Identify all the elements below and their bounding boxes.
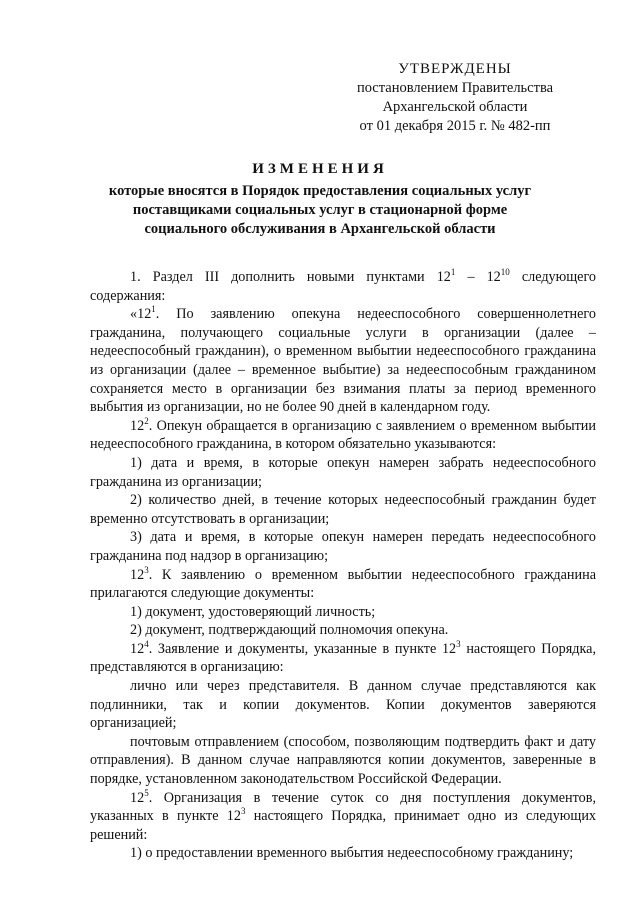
document-body: [90, 268, 596, 863]
paragraph-in-person: лично или через представителя. В данном случае представляются как подлинники, так и копии документов. Копии документов заверяются организацией;: [90, 678, 596, 732]
paragraph-1: [90, 268, 596, 305]
text: . К заявлению о временном выбытии недееспособного гражданина прилагаются следующие документы:: [90, 566, 596, 602]
paragraph-12-3: [90, 566, 596, 603]
title-line-3: социального обслуживания в Архангельской области: [144, 221, 496, 237]
superscript: 3: [144, 564, 149, 575]
title-main: ИЗМЕНЕНИЯ: [252, 161, 388, 177]
text: – 12: [455, 269, 501, 285]
text: 12: [130, 640, 145, 657]
text: 12: [130, 417, 145, 434]
list-item-doc-2: 2) документ, подтверждающий полномочия опекуна.: [130, 622, 449, 639]
text: . Организация в течение суток со дня поступления документов, указанных в пункте 12: [90, 789, 596, 825]
paragraph-12-4: [90, 640, 596, 677]
superscript: 3: [456, 638, 461, 649]
superscript: 10: [500, 267, 510, 277]
superscript: 1: [151, 304, 156, 315]
approval-line-1: постановлением Правительства: [356, 80, 554, 96]
text: «12: [130, 306, 152, 323]
text: . Опекун обращается в организацию с заявлением о временном выбытии недееспособного гражданина, в котором обязательно указываются:: [90, 417, 596, 453]
paragraph-12-2: [90, 417, 596, 454]
text: 12: [130, 789, 145, 806]
text: настоящего Порядка, принимает одно из следующих решений:: [90, 808, 596, 843]
list-item-decision-1: 1) о предоставлении временного выбытия недееспособному гражданину;: [130, 845, 574, 862]
paragraph-12-5: [90, 789, 596, 845]
title-line-2: поставщиками социальных услуг в стационарной форме: [132, 202, 508, 218]
list-item-2: 2) количество дней, в течение которых недееспособный гражданин будет временно отсутствовать в организации;: [90, 492, 596, 527]
list-item-3: 3) дата и время, в которые опекун намерен передать недееспособного гражданина под надзор в организацию;: [90, 529, 596, 564]
superscript: 1: [450, 267, 456, 277]
text: настоящего Порядка, представляются в организацию:: [90, 640, 597, 676]
text: 12: [130, 566, 145, 583]
text: 1. Раздел III дополнить новыми пунктами 12: [130, 269, 451, 285]
list-item-1: 1) дата и время, в которые опекун намерен забрать недееспособного гражданина из организации;: [90, 454, 596, 490]
approval-block: [330, 60, 580, 136]
superscript: 3: [240, 806, 246, 817]
list-item-doc-1: 1) документ, удостоверяющий личность;: [130, 603, 376, 620]
text: следующего содержания:: [90, 269, 597, 304]
text: . По заявлению опекуна недееспособного совершеннолетнего гражданина, получающего социальные услуги в организации (далее – недееспособный гражданин), о временном выбытии недееспособного гражданина из организации (далее – временное выбытие) за недееспособным гражданином сохраняется место в организации без взимания платы за период временного выбытия из организации, но не более 90 дней в календарном году.: [90, 306, 596, 416]
paragraph-by-mail: почтовым отправлением (способом, позволяющим подтвердить факт и дату отправления). В данном случае направляются копии документов, заверенные в порядке, установленном законодательством Российской Федерации.: [90, 733, 596, 788]
text: . Заявление и документы, указанные в пункте 12: [148, 640, 457, 657]
title-line-1: которые вносятся в Порядок предоставления социальных услуг: [108, 183, 532, 199]
approval-line-3: от 01 декабря 2015 г. № 482-пп: [359, 118, 551, 134]
approval-line-2: Архангельской области: [382, 99, 528, 115]
superscript: 2: [144, 415, 149, 426]
superscript: 5: [144, 787, 149, 798]
paragraph-12-1: [90, 305, 596, 417]
approval-heading: УТВЕРЖДЕНЫ: [398, 61, 512, 77]
superscript: 4: [144, 638, 149, 649]
document-title: [80, 160, 560, 239]
